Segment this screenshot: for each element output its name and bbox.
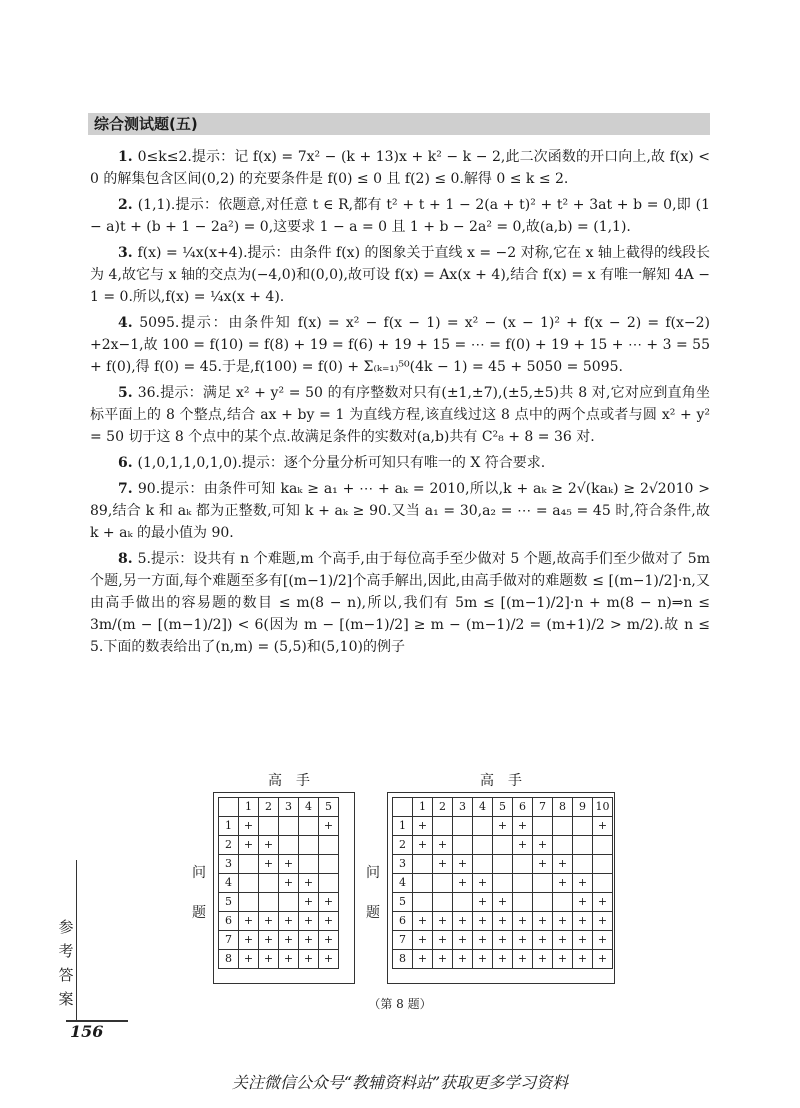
table-cell — [533, 893, 553, 912]
table-cell — [319, 855, 339, 874]
table-cell: + — [573, 874, 593, 893]
table-cell — [493, 874, 513, 893]
table-cell — [573, 817, 593, 836]
table-cell: + — [299, 931, 319, 950]
column-header: 2 — [433, 798, 453, 817]
table-cell — [553, 817, 573, 836]
table-cell — [573, 836, 593, 855]
row-header: 7 — [393, 931, 413, 950]
side-label — [58, 915, 74, 1011]
table-cell — [299, 836, 319, 855]
table-cell: + — [493, 950, 513, 969]
problem-4 — [90, 312, 710, 378]
table-cell — [319, 836, 339, 855]
problem-number: 6. — [118, 455, 138, 471]
column-header: 7 — [533, 798, 553, 817]
row-header: 3 — [393, 855, 413, 874]
table-cell: + — [239, 931, 259, 950]
table-cell: + — [513, 912, 533, 931]
table-cell: + — [239, 950, 259, 969]
column-header: 8 — [553, 798, 573, 817]
row-header: 1 — [219, 817, 239, 836]
table-row — [219, 893, 339, 912]
table-cell: + — [279, 931, 299, 950]
table-cell — [453, 817, 473, 836]
problem-text: 5.提示：设共有 n 个难题,m 个高手,由于每位高手至少做对 5 个题,故高手们至少做对了 5m 个题,另一方面,每个难题至多有[(m−1)/2]个高手解出,因此,由高手做对的难题数 ≤ [(m−1)/2]·n,又由高手做出的容易题的数目 ≤ m(8 − n),所以,我们有 5m ≤ [(m−1)/2]·n + m(8 − n)⇒n ≤ 3m/(m − [(m−1)/2]) < 6(因为 m − [(m−1)/2] ≥ m − (m−1)/2 = (m+1)/2 > m/2).故 n ≤ 5.下面的数表给出了(n,m) = (5,5)和(5,10)的例子 — [90, 551, 710, 655]
row-header: 5 — [393, 893, 413, 912]
side-label-char: 案 — [58, 990, 74, 1008]
table2-side-label-2: 题 — [366, 905, 380, 921]
problem-text: 90.提示：由条件可知 kaₖ ≥ a₁ + ⋯ + aₖ = 2010,所以,k + aₖ ≥ 2√(kaₖ) ≥ 2√2010 > 89,结合 k 和 aₖ 都为正整数,可知 k + aₖ ≥ 90.又当 a₁ = 30,a₂ = ⋯ = a₄₅ = 45 时,符合条件,故 k + aₖ 的最小值为 90. — [90, 481, 710, 541]
table-cell — [573, 855, 593, 874]
table-cell — [533, 874, 553, 893]
table-cell: + — [259, 912, 279, 931]
table-cell: + — [453, 950, 473, 969]
row-header: 6 — [219, 912, 239, 931]
table-cell: + — [533, 950, 553, 969]
column-header: 9 — [573, 798, 593, 817]
table-row — [393, 893, 613, 912]
row-header: 2 — [219, 836, 239, 855]
column-header: 10 — [593, 798, 613, 817]
table-cell: + — [533, 912, 553, 931]
table-cell — [593, 836, 613, 855]
table-row — [393, 836, 613, 855]
row-header: 8 — [393, 950, 413, 969]
table1-side-label-2: 题 — [192, 905, 206, 921]
table-cell: + — [453, 855, 473, 874]
problem-text: 36.提示：满足 x² + y² = 50 的有序整数对只有(±1,±7),(±5,±5)共 8 对,它对应到直角坐标平面上的 8 个整点,结合 ax + by = 1 为直线方程,该直线过这 8 点中的两个点或者与圆 x² + y² = 50 切于这 8 个点中的某个点.故满足条件的实数对(a,b)共有 C²₈ + 8 = 36 对. — [90, 385, 710, 445]
table-cell: + — [533, 931, 553, 950]
problem-text: (1,1).提示：依题意,对任意 t ∈ R,都有 t² + t + 1 − 2(a + t)² + t² + 3at + b = 0,即 (1 − a)t + (b + 1 − 2a²) = 0,这要求 1 − a = 0 且 1 + b − 2a² = 0,故(a,b) = (1,1). — [90, 197, 710, 235]
table-cell: + — [453, 874, 473, 893]
column-header: 5 — [319, 798, 339, 817]
table-cell — [453, 836, 473, 855]
row-header: 4 — [393, 874, 413, 893]
table-cell — [553, 893, 573, 912]
table-cell: + — [473, 893, 493, 912]
row-header: 5 — [219, 893, 239, 912]
row-header: 4 — [219, 874, 239, 893]
table-cell — [433, 874, 453, 893]
column-header: 2 — [259, 798, 279, 817]
page-number: 156 — [66, 1020, 128, 1044]
table-row — [219, 950, 339, 969]
table-row — [219, 912, 339, 931]
table-row — [219, 855, 339, 874]
table-cell: + — [299, 950, 319, 969]
table-cell: + — [259, 836, 279, 855]
table-cell: + — [473, 950, 493, 969]
table-cell: + — [493, 912, 513, 931]
row-header: 8 — [219, 950, 239, 969]
table-cell: + — [259, 950, 279, 969]
section-title: 综合测试题(五) — [88, 113, 710, 135]
row-header: 2 — [393, 836, 413, 855]
table-cell — [279, 893, 299, 912]
column-header: 4 — [473, 798, 493, 817]
side-label-char: 答 — [58, 966, 74, 984]
table-cell: + — [593, 817, 613, 836]
table-cell — [593, 874, 613, 893]
problem-8 — [90, 548, 710, 658]
table1 — [218, 797, 339, 969]
table-row — [393, 931, 613, 950]
table2 — [392, 797, 613, 969]
table-cell: + — [573, 893, 593, 912]
table-cell: + — [473, 912, 493, 931]
table-cell — [513, 893, 533, 912]
row-header: 3 — [219, 855, 239, 874]
table-row — [219, 836, 339, 855]
table2-side-label-1: 问 — [366, 865, 380, 881]
table-row — [219, 874, 339, 893]
table-cell: + — [319, 931, 339, 950]
table-cell: + — [239, 912, 259, 931]
problem-5 — [90, 382, 710, 448]
table-cell: + — [319, 912, 339, 931]
table-cell: + — [593, 912, 613, 931]
table-cell: + — [553, 912, 573, 931]
problem-number: 3. — [118, 245, 138, 261]
table-cell: + — [319, 817, 339, 836]
table-cell: + — [413, 817, 433, 836]
side-label-char: 考 — [58, 942, 74, 960]
table-cell: + — [573, 950, 593, 969]
table-row — [393, 874, 613, 893]
table-cell: + — [473, 931, 493, 950]
table-cell — [239, 874, 259, 893]
table-row — [393, 817, 613, 836]
table-cell — [493, 836, 513, 855]
table-cell: + — [413, 950, 433, 969]
table-cell: + — [413, 912, 433, 931]
table-cell: + — [533, 855, 553, 874]
problem-number: 5. — [118, 385, 138, 401]
table-cell: + — [513, 836, 533, 855]
table-cell: + — [279, 874, 299, 893]
table-cell: + — [513, 931, 533, 950]
table-cell: + — [299, 912, 319, 931]
column-header: 3 — [453, 798, 473, 817]
table-cell — [513, 874, 533, 893]
row-header: 7 — [219, 931, 239, 950]
problem-list — [90, 146, 710, 662]
side-divider — [76, 860, 77, 1020]
table-row — [393, 855, 613, 874]
table-row — [219, 817, 339, 836]
table-cell — [239, 855, 259, 874]
table-cell: + — [453, 912, 473, 931]
table-cell: + — [433, 855, 453, 874]
table-cell: + — [553, 931, 573, 950]
table-corner — [219, 798, 239, 817]
table-cell — [259, 817, 279, 836]
table-cell — [553, 836, 573, 855]
table-cell: + — [279, 950, 299, 969]
column-header: 3 — [279, 798, 299, 817]
table-cell — [493, 855, 513, 874]
table-cell: + — [413, 836, 433, 855]
table-row — [393, 950, 613, 969]
problem-7 — [90, 478, 710, 544]
problem-text: f(x) = ¼x(x+4).提示：由条件 f(x) 的图象关于直线 x = −2 对称,它在 x 轴上截得的线段长为 4,故它与 x 轴的交点为(−4,0)和(0,0),故可设 f(x) = Ax(x + 4),结合 f(x) = x 有唯一解知 4A − 1 = 0.所以,f(x) = ¼x(x + 4). — [90, 245, 710, 305]
row-header: 1 — [393, 817, 413, 836]
figure-caption: （第 8 题） — [368, 997, 432, 1011]
table-cell: + — [593, 893, 613, 912]
table-cell: + — [279, 855, 299, 874]
table1-top-label: 高 手 — [268, 773, 310, 789]
table-corner — [393, 798, 413, 817]
table-cell: + — [259, 931, 279, 950]
table-cell — [533, 817, 553, 836]
table-cell: + — [453, 931, 473, 950]
table-cell — [299, 817, 319, 836]
table2-top-label: 高 手 — [480, 773, 522, 789]
table-cell: + — [433, 931, 453, 950]
table-cell: + — [319, 893, 339, 912]
table-cell: + — [299, 874, 319, 893]
table-cell: + — [553, 855, 573, 874]
table-cell: + — [433, 950, 453, 969]
table-cell — [513, 855, 533, 874]
problem-6 — [90, 452, 710, 474]
table-row — [219, 931, 339, 950]
problem-number: 4. — [118, 315, 140, 331]
table-cell: + — [513, 950, 533, 969]
table-cell — [413, 874, 433, 893]
table-cell: + — [259, 855, 279, 874]
table-cell: + — [473, 874, 493, 893]
table-cell: + — [413, 931, 433, 950]
problem-number: 2. — [118, 197, 138, 213]
problem-text: 5095.提示：由条件知 f(x) = x² − f(x − 1) = x² − (x − 1)² + f(x − 2) = f(x−2) +2x−1,故 100 = f(10) = f(8) + 19 = f(6) + 19 + 15 = ⋯ = f(0) + 19 + 15 + ⋯ + 3 = 55 + f(0),得 f(0) = 45.于是,f(100) = f(0) + Σ₍ₖ₌₁₎⁵⁰(4k − 1) = 45 + 5050 = 5095. — [90, 315, 710, 375]
column-header: 1 — [239, 798, 259, 817]
table-cell: + — [493, 931, 513, 950]
table-cell — [299, 855, 319, 874]
table-cell — [319, 874, 339, 893]
problem-number: 7. — [118, 481, 138, 497]
table-cell: + — [573, 931, 593, 950]
table-cell: + — [573, 912, 593, 931]
problem-text: 0≤k≤2.提示：记 f(x) = 7x² − (k + 13)x + k² − k − 2,此二次函数的开口向上,故 f(x) < 0 的解集包含区间(0,2) 的充要条件是 f(0) ≤ 0 且 f(2) ≤ 0.解得 0 ≤ k ≤ 2. — [90, 149, 710, 187]
problem-number: 1. — [118, 149, 138, 165]
table-cell: + — [593, 950, 613, 969]
problem-3 — [90, 242, 710, 308]
problem-2 — [90, 194, 710, 238]
table-cell — [413, 893, 433, 912]
table-cell: + — [239, 817, 259, 836]
table-cell — [453, 893, 473, 912]
problem-number: 8. — [118, 551, 138, 567]
table-cell: + — [513, 817, 533, 836]
table-cell: + — [553, 874, 573, 893]
table-cell — [473, 817, 493, 836]
table-cell — [259, 874, 279, 893]
table-cell: + — [279, 912, 299, 931]
table-cell: + — [299, 893, 319, 912]
footer-note: 关注微信公众号“教辅资料站”获取更多学习资料 — [231, 1073, 569, 1092]
problem-1 — [90, 146, 710, 190]
table-cell: + — [239, 836, 259, 855]
table-cell — [473, 836, 493, 855]
table-cell: + — [533, 836, 553, 855]
table-cell — [279, 836, 299, 855]
column-header: 6 — [513, 798, 533, 817]
row-header: 6 — [393, 912, 413, 931]
column-header: 4 — [299, 798, 319, 817]
table-cell: + — [553, 950, 573, 969]
table-row — [393, 912, 613, 931]
table-cell: + — [493, 817, 513, 836]
table-cell — [593, 855, 613, 874]
side-label-char: 参 — [58, 918, 74, 936]
problem-text: (1,0,1,1,0,1,0).提示：逐个分量分析可知只有唯一的 X 符合要求. — [137, 455, 546, 471]
table-cell: + — [593, 931, 613, 950]
column-header: 1 — [413, 798, 433, 817]
table-cell — [239, 893, 259, 912]
table-cell: + — [493, 893, 513, 912]
table-cell — [259, 893, 279, 912]
column-header: 5 — [493, 798, 513, 817]
table-cell — [413, 855, 433, 874]
table-cell — [433, 817, 453, 836]
table-cell — [433, 893, 453, 912]
table-cell — [279, 817, 299, 836]
table-cell: + — [433, 836, 453, 855]
table-cell — [473, 855, 493, 874]
table-cell: + — [433, 912, 453, 931]
table-cell: + — [319, 950, 339, 969]
table1-side-label-1: 问 — [192, 865, 206, 881]
